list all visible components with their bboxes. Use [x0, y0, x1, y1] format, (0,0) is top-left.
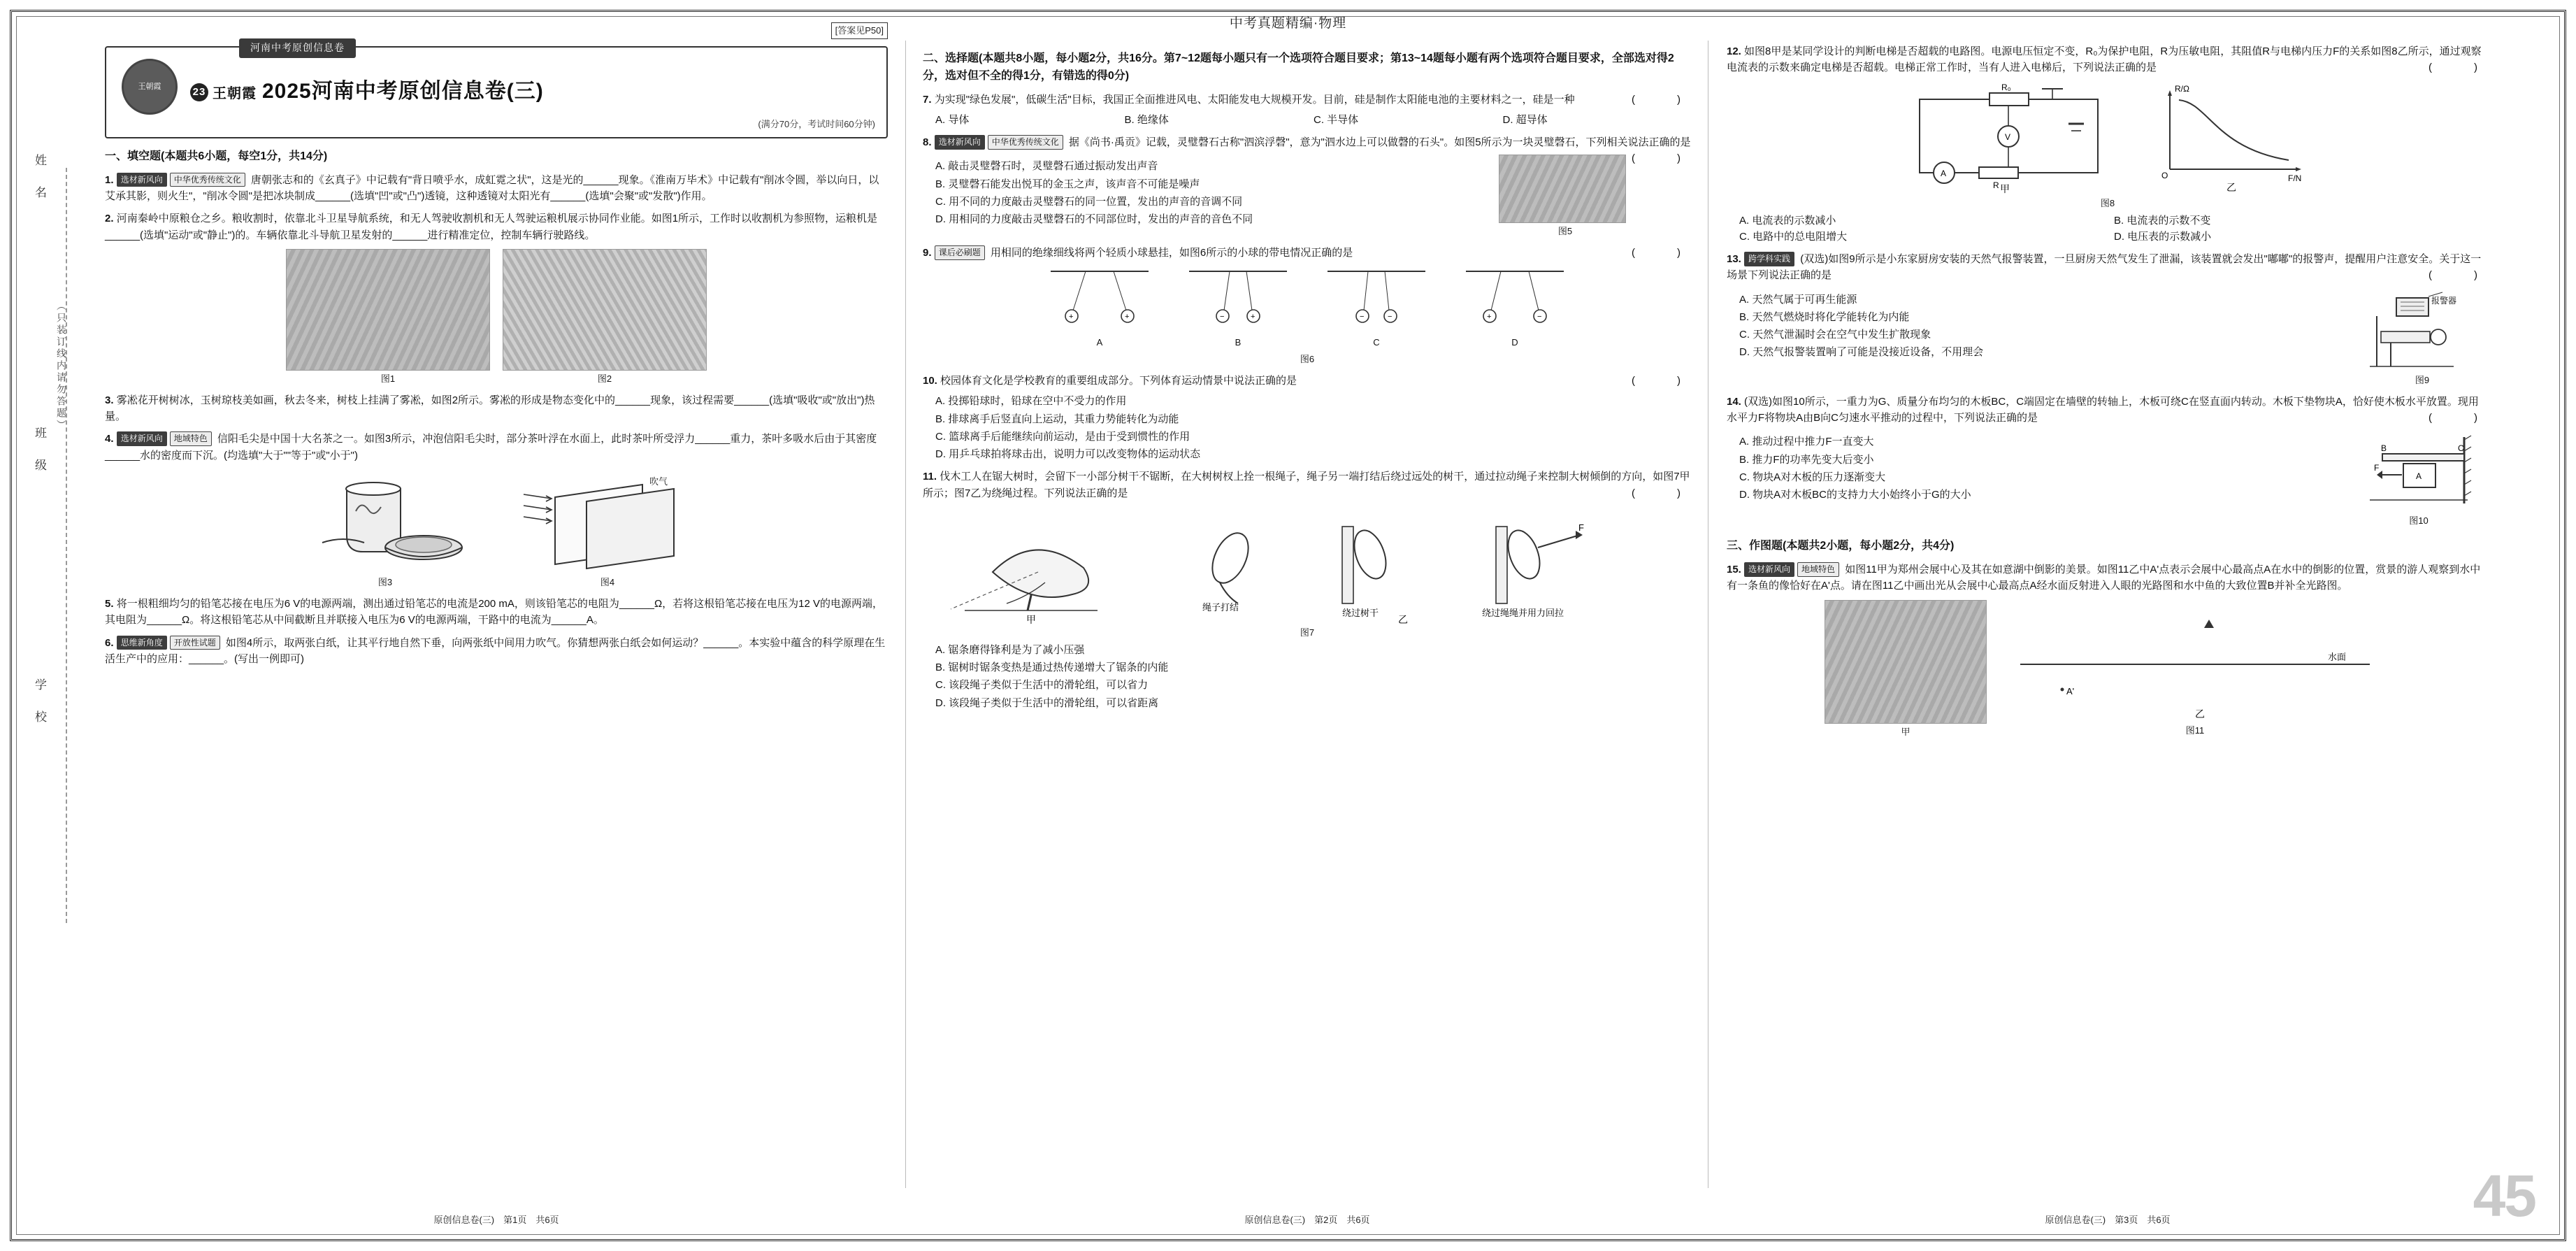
figure-10-image: [2349, 430, 2482, 513]
option-a[interactable]: A. 投掷铅球时，铅球在空中不受力的作用: [935, 395, 1127, 408]
question-2-text: 河南秦岭中原粮仓之乡。粮收割时，依靠北斗卫星导航系统，和无人驾驶收割机和无人驾驶运粮机展示协同作业能。如图1所示，工作时以收割机为参照物，运粮机是______(选填"运动"或"静止")的。车辆依靠北斗导航卫星发射的______进行精准定位，控制车辆行驶路线。: [105, 213, 878, 241]
option-a[interactable]: A. 导体: [935, 113, 970, 126]
figure-6-caption: 图6: [1300, 353, 1315, 364]
question-number: 8.: [923, 136, 932, 149]
svg-text:+: +: [1125, 312, 1130, 321]
page-title: [190, 76, 544, 108]
figure-6-b: [1175, 267, 1301, 334]
svg-text:报警器: 报警器: [2431, 295, 2457, 306]
question-3: [105, 392, 888, 425]
figure-6-label-b: B: [1235, 336, 1242, 348]
question-5-text: 将一根粗细均匀的铅笔芯接在电压为6 V的电源两端，测出通过铅笔芯的电流是200 mA，则该铅笔芯的电阻为______Ω，若将这根铅笔芯接在电压为12 V的电源两端，其电阻为______Ω。将这根铅笔芯从中间截断且并联接入电压为6 V的电源两端，干路中的电流为______A。: [105, 598, 884, 627]
svg-text:乙: 乙: [2226, 181, 2236, 193]
svg-text:−: −: [1220, 312, 1225, 321]
svg-text:C: C: [2458, 443, 2464, 454]
svg-text:R/Ω: R/Ω: [2175, 83, 2189, 94]
svg-text:−: −: [1388, 312, 1393, 321]
figure-6-d-drawing: [1452, 267, 1578, 334]
figure-4-caption: 图4: [600, 576, 615, 587]
question-6: [105, 635, 888, 668]
tag-local-feature: 地域特色: [170, 431, 212, 446]
question-15: [1727, 562, 2489, 594]
svg-text:绕过绳绳并用力回拉: 绕过绳绳并用力回拉: [1482, 607, 1564, 618]
figure-3-image: [280, 469, 490, 574]
option-d[interactable]: D. 电压表的示数减小: [2114, 230, 2212, 243]
svg-text:O: O: [2161, 170, 2168, 180]
question-number: 15.: [1727, 564, 1741, 576]
exam-subtitle: (满分70分，考试时间60分钟): [758, 118, 875, 129]
question-5: [105, 596, 888, 629]
svg-text:A': A': [2066, 685, 2075, 696]
tag-new-material: 选材新风向: [117, 173, 167, 187]
answer-bracket: ( ): [1632, 93, 1688, 106]
answer-bracket: ( ): [1632, 487, 1688, 499]
svg-text:−: −: [1537, 312, 1542, 321]
option-c[interactable]: C. 天然气泄漏时会在空气中发生扩散现象: [1739, 329, 1931, 341]
exam-title-text: 2025河南中考原创信息卷(三): [262, 80, 544, 103]
question-10-text: 校园体育文化是学校教育的重要组成部分。下列体育运动情景中说法正确的是: [940, 375, 1297, 387]
section-heading-drawing: 三、作图题(本题共2小题，每小题2分，共4分): [1727, 540, 1955, 552]
question-12-options: [1739, 213, 2489, 245]
question-11: [923, 469, 1692, 501]
svg-text:V: V: [2005, 131, 2011, 142]
option-b[interactable]: B. 排球离手后竖直向上运动，其重力势能转化为动能: [935, 413, 1179, 425]
question-4-text: 信阳毛尖是中国十大名茶之一。如图3所示，冲泡信阳毛尖时，部分茶叶浮在水面上，此时茶叶所受浮力______重力，茶叶多吸水后由于其密度______水的密度而下沉。(均选填"大于""等于"或"小于"): [105, 433, 877, 462]
option-b[interactable]: B. 绝缘体: [1124, 113, 1169, 126]
figure-3-drawing: [280, 469, 490, 574]
svg-text:A: A: [2416, 471, 2422, 482]
option-d[interactable]: D. 用乒乓球拍将球击出，说明力可以改变物体的运动状态: [935, 448, 1201, 461]
svg-text:水面: 水面: [2328, 651, 2347, 662]
spine-label-name: 姓 名: [33, 154, 46, 202]
svg-text:−: −: [1360, 312, 1365, 321]
figure-6-row: [923, 267, 1692, 350]
section-heading-choice: 二、选择题(本题共8小题，每小题2分，共16分。第7~12题每小题只有一个选项符合题目要求；第13~14题每小题有两个选项符合题目要求，全部选对得2分，选对但不全的得1分，有错选的得0分): [923, 52, 1674, 82]
figure-5-image: [1499, 155, 1626, 223]
tag-new-material: 选材新风向: [935, 135, 985, 150]
figure-11-diagram: [1999, 600, 2391, 722]
option-c[interactable]: C. 该段绳子类似于生活中的滑轮组，可以省力: [935, 679, 1149, 692]
figure-7-drawing: [923, 506, 1678, 624]
option-a[interactable]: A. 锯条磨得锋利是为了减小压强: [935, 643, 1085, 656]
spine: [27, 126, 55, 965]
svg-text:甲: 甲: [1026, 613, 1036, 624]
option-d[interactable]: D. 用相同的力度敲击灵璧磬石的不同部位时，发出的声音的音色不同: [935, 213, 1253, 226]
svg-text:+: +: [1487, 312, 1492, 321]
question-15-text: 如图11甲为郑州会展中心及其在如意湖中倒影的美景。如图11乙中A'点表示会展中心最高点A在水中的倒影的位置，赏景的游人观察到水中有一条鱼的像恰好在A'点。请在图11乙中画出光从会展中心最高点A经水面反射进入人眼的光路图和水中鱼的大致位置B并补全光路图。: [1727, 564, 2481, 592]
question-13: [1727, 251, 2489, 284]
figure-8-circuit: [1895, 82, 2126, 194]
answer-bracket: ( ): [1632, 375, 1688, 387]
question-4: [105, 431, 888, 464]
option-a[interactable]: A. 天然气属于可再生能源: [1739, 293, 1857, 306]
svg-text:甲: 甲: [2000, 183, 2010, 194]
option-c[interactable]: C. 物块A对木板的压力逐渐变大: [1739, 471, 1886, 483]
exam-title-block: [105, 42, 888, 138]
option-c[interactable]: C. 电路中的总电阻增大: [1739, 230, 1848, 243]
question-12-text: 如图8甲是某同学设计的判断电梯是否超载的电路图。电源电压恒定不变，R₀为保护电阻，R为压敏电阻，其阻值R与电梯内压力F的关系如图8乙所示，通过观察电流表的示数来确定电梯是否超载。电梯正常工作时，当有人进入电梯后，下列说法正确的是: [1727, 45, 2482, 74]
svg-text:绕过树干: 绕过树干: [1342, 607, 1379, 618]
svg-text:乙: 乙: [2195, 708, 2205, 720]
section-heading-fill: 一、填空题(本题共6小题，每空1分，共14分): [105, 150, 328, 162]
figure-11-label-jia: 甲: [1901, 726, 1911, 737]
question-number: 14.: [1727, 395, 1741, 408]
footer-page-3: 原创信息卷(三) 第3页 共6页: [2045, 1215, 2171, 1225]
question-number: 3.: [105, 394, 114, 406]
option-a[interactable]: A. 敲击灵璧磬石时，灵璧磬石通过振动发出声音: [935, 160, 1158, 173]
figure-11-photo: [1825, 600, 1987, 724]
question-6-text: 如图4所示，取两张白纸，让其平行地自然下垂，向两张纸中间用力吹气。你猜想两张白纸会如何运动？______。本实验中蕴含的科学原理在生活生产中的应用：______。(写出一例即可): [105, 636, 886, 665]
question-9: [923, 245, 1692, 261]
figure-2-image: [503, 249, 707, 371]
option-b[interactable]: B. 天然气燃烧时将化学能转化为内能: [1739, 310, 1910, 323]
tag-traditional-culture: 中华优秀传统文化: [988, 135, 1063, 150]
svg-text:F: F: [1578, 522, 1584, 533]
question-2: [105, 210, 888, 243]
figure-7-caption: 图7: [1300, 627, 1315, 638]
figure-6-label-a: A: [1096, 336, 1103, 348]
svg-text:绳子打结: 绳子打结: [1202, 601, 1239, 613]
figure-6-label-d: D: [1511, 336, 1518, 348]
tag-open-question: 开放性试题: [170, 636, 220, 650]
question-number: 5.: [105, 598, 114, 610]
svg-text:+: +: [1069, 312, 1074, 321]
question-13-text: (双选)如图9所示是小东家厨房安装的天然气报警装置，一旦厨房天然气发生了泄漏，该装置就会发出"嘟嘟"的报警声，提醒用户注意安全。关于这一场景下列说法正确的是: [1727, 253, 2482, 282]
tag-traditional-culture: 中华优秀传统文化: [170, 173, 245, 187]
question-number: 1.: [105, 173, 114, 186]
question-10-options: [935, 393, 1692, 462]
svg-text:F: F: [2374, 463, 2380, 473]
answer-bracket: ( ): [2429, 412, 2484, 424]
svg-text:B: B: [2381, 443, 2387, 454]
question-7: [923, 92, 1692, 108]
question-12: [1727, 43, 2489, 76]
figure-row-1-2: [105, 249, 888, 386]
figure-6-a: [1037, 267, 1163, 334]
option-d[interactable]: D. 物块A对木板BC的支持力大小始终小于G的大小: [1739, 489, 1971, 501]
figure-7-image: [923, 506, 1678, 624]
column-1: [105, 25, 888, 1167]
option-c[interactable]: C. 用不同的力度敲击灵璧磬石的同一位置，发出的声音的音调不同: [935, 195, 1243, 208]
spine-label-school: 学 校: [33, 678, 46, 727]
figure-5-caption: 图5: [1557, 226, 1573, 237]
option-d[interactable]: D. 该段绳子类似于生活中的滑轮组，可以省距离: [935, 696, 1159, 709]
question-1-text: 唐朝张志和的《玄真子》中记载有"背日喷乎水，成虹霓之状"，这是光的______现象。《淮南万毕术》中记载有"削冰令圆，举以向日，以艾承其影，则火生"，"削冰令圆"是把冰块制成______(选填"凹"或"凸")透镜，这种透镜对太阳光有______(选填"会聚"或"发散")作用。: [105, 173, 879, 203]
question-13-options: [1739, 290, 2350, 385]
question-14-options: [1739, 432, 2343, 526]
question-number: 7.: [923, 93, 932, 106]
figure-4-drawing: [503, 469, 712, 574]
option-b[interactable]: B. 电流表的示数不变: [2114, 214, 2211, 227]
option-b[interactable]: B. 灵璧磬石能发出悦耳的金玉之声，该声音不可能是噪声: [935, 178, 1200, 190]
tag-new-perspective: 思维新角度: [117, 636, 167, 650]
figure-1-image: [286, 249, 490, 371]
question-11-options: [935, 642, 1692, 711]
publisher-seal-icon: 王朝霞: [122, 59, 178, 115]
tag-after-class: 课后必刷题: [935, 245, 985, 260]
question-14: [1727, 394, 2489, 427]
figure-3-caption: 图3: [377, 576, 393, 587]
running-head: 中考真题精编·物理: [1229, 16, 1347, 31]
figure-8-graph-drawing: [2138, 82, 2320, 194]
question-number: 2.: [105, 213, 114, 225]
svg-text:R: R: [1993, 180, 1999, 190]
figure-6-b-drawing: [1175, 267, 1301, 334]
question-number: 4.: [105, 433, 114, 445]
figure-row-3-4: [105, 469, 888, 589]
question-8-options: [935, 157, 1492, 236]
figure-9-drawing: [2356, 288, 2482, 372]
option-a[interactable]: A. 电流表的示数减小: [1739, 214, 1836, 227]
option-b[interactable]: B. 推力F的功率先变大后变小: [1739, 453, 1874, 466]
figure-6-label-c: C: [1373, 336, 1380, 348]
figure-8-caption: 图8: [2100, 197, 2115, 208]
answer-bracket: ( ): [2429, 62, 2484, 74]
option-d[interactable]: D. 天然气报警装置响了可能是没接近设备，不用理会: [1739, 346, 1984, 359]
figure-6-d: [1452, 267, 1578, 334]
footer-page-2: 原创信息卷(三) 第2页 共6页: [1244, 1215, 1370, 1225]
question-10: [923, 373, 1692, 389]
figure-6-c-drawing: [1314, 267, 1439, 334]
svg-text:A: A: [1941, 168, 1947, 178]
figure-6-c: [1314, 267, 1439, 334]
svg-text:吹气: 吹气: [649, 476, 668, 487]
figure-8-graph: [2138, 82, 2320, 194]
figure-10-drawing: [2349, 430, 2482, 513]
question-number: 11.: [923, 471, 937, 483]
tag-new-material: 选材新风向: [117, 431, 167, 446]
answer-bracket: ( ): [2429, 269, 2484, 282]
fold-dashed-line: [66, 168, 67, 923]
figure-11-row: [1727, 600, 2489, 739]
figure-11-diagram-drawing: [1999, 600, 2391, 722]
big-page-number: 45: [2473, 1163, 2535, 1229]
tag-new-material: 选材新风向: [1744, 562, 1794, 577]
option-b[interactable]: B. 锯树时锯条变热是通过热传递增大了锯条的内能: [935, 662, 1169, 674]
figure-8-row: [1727, 82, 2489, 194]
volume-number: 23: [190, 83, 208, 101]
answer-reference: [答案见P50]: [831, 22, 888, 39]
figure-9-caption: 图9: [2415, 374, 2430, 385]
question-11-text: 伐木工人在锯大树时，会留下一小部分树干不锯断，在大树树杈上拴一根绳子，绳子另一端打结后绕过远处的树干，通过拉动绳子来控制大树倾倒的方向，如图7甲所示；图7乙为绕绳过程。下列说法正确的是: [923, 471, 1690, 499]
svg-text:+: +: [1251, 312, 1255, 321]
question-14-text: (双选)如图10所示，一重力为G、质量分布均匀的木板BC，C端固定在墙壁的转轴上，木板可绕C在竖直面内转动。木板下垫物块A，恰好使木板水平放置。现用水平力F将物块A由B向C匀速水平推动的过程中，下列说法正确的是: [1727, 395, 2479, 424]
question-8-text: 据《尚书·禹贡》记载，灵璧磬石古称"泗滨浮磬"，意为"泗水边上可以做磬的石头"。如图5所示为一块灵璧磬石，下列相关说法正确的是: [1068, 136, 1691, 149]
question-7-options: [935, 112, 1692, 128]
question-8: [923, 134, 1692, 165]
figure-9-image: [2356, 288, 2482, 372]
answer-bracket: ( ): [1632, 152, 1688, 165]
figure-2-caption: 图2: [597, 373, 612, 384]
svg-text:乙: 乙: [1398, 613, 1408, 624]
tag-interdisciplinary: 跨学科实践: [1744, 252, 1794, 266]
option-a[interactable]: A. 推动过程中推力F一直变大: [1739, 436, 1874, 448]
question-number: 12.: [1727, 45, 1741, 57]
figure-1-caption: 图1: [380, 373, 396, 384]
footer-page-1: 原创信息卷(三) 第1页 共6页: [433, 1215, 559, 1225]
question-7-text: 为实现"绿色发展"，低碳生活"目标，我国正全面推进风电、太阳能发电大规模开发。目前，硅是制作太阳能电池的主要材料之一，硅是一种: [934, 93, 1575, 106]
answer-bracket: ( ): [1632, 247, 1688, 259]
brand-name: 王朝霞: [213, 86, 257, 101]
spine-label-class: 班 级: [33, 427, 46, 475]
question-9-text: 用相同的绝缘细线将两个轻质小球悬挂，如图6所示的小球的带电情况正确的是: [990, 247, 1353, 259]
column-divider-1: [905, 41, 906, 1188]
option-c[interactable]: C. 半导体: [1314, 113, 1359, 126]
question-number: 9.: [923, 247, 932, 259]
question-3-text: 雾凇花开树树冰，玉树琼枝美如画，秋去冬来，树枝上挂满了雾凇，如图2所示。雾凇的形成是物态变化中的______现象，该过程需要______(选填"吸收"或"放出")热量。: [105, 394, 875, 423]
question-1: [105, 172, 888, 205]
figure-4-image: [503, 469, 712, 574]
column-3: [1727, 41, 2489, 1167]
figure-6-a-drawing: [1037, 267, 1163, 334]
tag-local-feature: 地域特色: [1797, 562, 1839, 577]
option-d[interactable]: D. 超导体: [1502, 113, 1548, 126]
column-2: [923, 41, 1692, 1167]
option-c[interactable]: C. 篮球离手后能继续向前运动，是由于受到惯性的作用: [935, 430, 1190, 443]
question-number: 6.: [105, 636, 114, 649]
svg-text:F/N: F/N: [2288, 173, 2302, 183]
svg-text:R₀: R₀: [2001, 82, 2011, 92]
spine-note: （只装订线内请勿答题）: [56, 301, 67, 431]
question-number: 10.: [923, 375, 937, 387]
figure-11-caption: 图11: [2185, 724, 2205, 736]
figure-8-circuit-drawing: [1895, 82, 2126, 194]
exam-banner: 河南中考原创信息卷: [239, 38, 356, 58]
question-number: 13.: [1727, 253, 1741, 266]
figure-10-caption: 图10: [2409, 515, 2429, 527]
